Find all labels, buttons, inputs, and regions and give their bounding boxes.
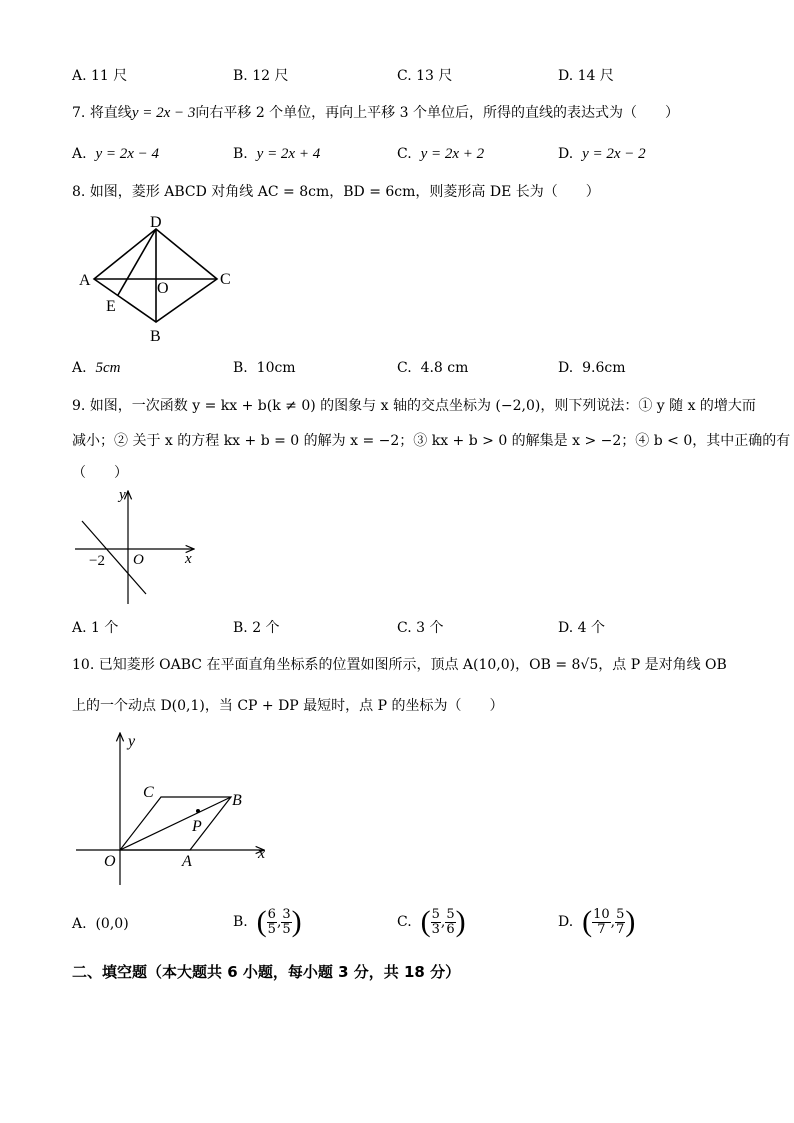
- question-9-line-3: （ ）: [72, 465, 128, 481]
- graph-origin-label: O: [133, 552, 144, 568]
- graph-y-label: y: [119, 487, 126, 503]
- graph-x-label: x: [185, 551, 192, 567]
- q7-option-b: B. y = 2x + 4: [233, 146, 321, 162]
- q10-option-d: D. ( $\frac{10}{7}$ , $\frac{5}{7}$ ): [558, 905, 636, 938]
- label-e: E: [106, 298, 116, 315]
- label-a: A: [79, 272, 91, 289]
- question-9-line-1: 9. 如图，一次函数 y = kx + b(k ≠ 0) 的图象与 x 轴的交点坐标为 (−2,0)，则下列说法：① y 随 x 的增大而: [72, 398, 756, 414]
- q7-option-c: C. y = 2x + 2: [397, 146, 485, 162]
- label-d: D: [150, 214, 162, 231]
- graph-intercept-label: −2: [89, 553, 105, 569]
- q7-option-d: D. y = 2x − 2: [558, 146, 646, 162]
- label-b: B: [150, 328, 161, 345]
- label-a: A: [182, 853, 192, 870]
- linear-function-graph: [70, 486, 205, 608]
- label-p: P: [192, 818, 202, 835]
- question-9-line-2: 减小；② 关于 x 的方程 kx + b = 0 的解为 x = −2；③ kx + b > 0 的解集是 x > −2；④ b < 0，其中正确的有: [72, 433, 791, 449]
- q9-option-c: C. 3 个: [397, 620, 444, 636]
- q10-option-c: C. ( $\frac{5}{3}$ , $\frac{5}{6}$ ): [397, 905, 466, 938]
- question-10-line-2: 上的一个动点 D(0,1)，当 CP + DP 最短时，点 P 的坐标为（ ）: [72, 698, 504, 714]
- q6-option-b: B. 12 尺: [233, 68, 289, 84]
- point-p: [196, 809, 200, 813]
- label-b: B: [232, 792, 242, 809]
- q8-option-a: A. 5cm: [72, 360, 121, 376]
- rhombus-figure: [70, 212, 240, 347]
- q6-option-a: A. 11 尺: [72, 68, 128, 84]
- q7-option-a: A. y = 2x − 4: [72, 146, 160, 162]
- q8-option-d: D. 9.6cm: [558, 360, 626, 376]
- section-2-heading: 二、填空题（本大题共 6 小题，每小题 3 分，共 18 分）: [72, 963, 461, 981]
- label-o: O: [104, 853, 116, 870]
- q8-option-c: C. 4.8 cm: [397, 360, 469, 376]
- q9-option-d: D. 4 个: [558, 620, 605, 636]
- label-o: O: [157, 280, 169, 297]
- rhombus-coordinate-figure: [72, 725, 277, 888]
- question-10-line-1: 10. 已知菱形 OABC 在平面直角坐标系的位置如图所示，顶点 A(10,0)，OB = 8√5，点 P 是对角线 OB: [72, 657, 727, 673]
- q9-option-b: B. 2 个: [233, 620, 280, 636]
- label-c: C: [143, 784, 154, 801]
- q8-option-b: B. 10cm: [233, 360, 296, 376]
- q10-option-a: A. (0,0): [72, 916, 129, 932]
- q6-option-c: C. 13 尺: [397, 68, 453, 84]
- q10-option-b: B. ( $\frac{6}{5}$ , $\frac{3}{5}$ ): [233, 905, 302, 938]
- q6-option-d: D. 14 尺: [558, 68, 614, 84]
- q9-option-a: A. 1 个: [72, 620, 119, 636]
- label-x: x: [258, 845, 266, 862]
- label-c: C: [220, 271, 231, 288]
- question-7-text: 7. 将直线y = 2x − 3向右平移 2 个单位，再向上平移 3 个单位后，所得的直线的表达式为（ ）: [72, 105, 679, 121]
- label-y: y: [128, 733, 136, 750]
- diagonal-ob: [120, 797, 231, 850]
- height-de: [118, 229, 156, 295]
- question-8-text: 8. 如图，菱形 ABCD 对角线 AC = 8cm，BD = 6cm，则菱形高 DE 长为（ ）: [72, 184, 600, 200]
